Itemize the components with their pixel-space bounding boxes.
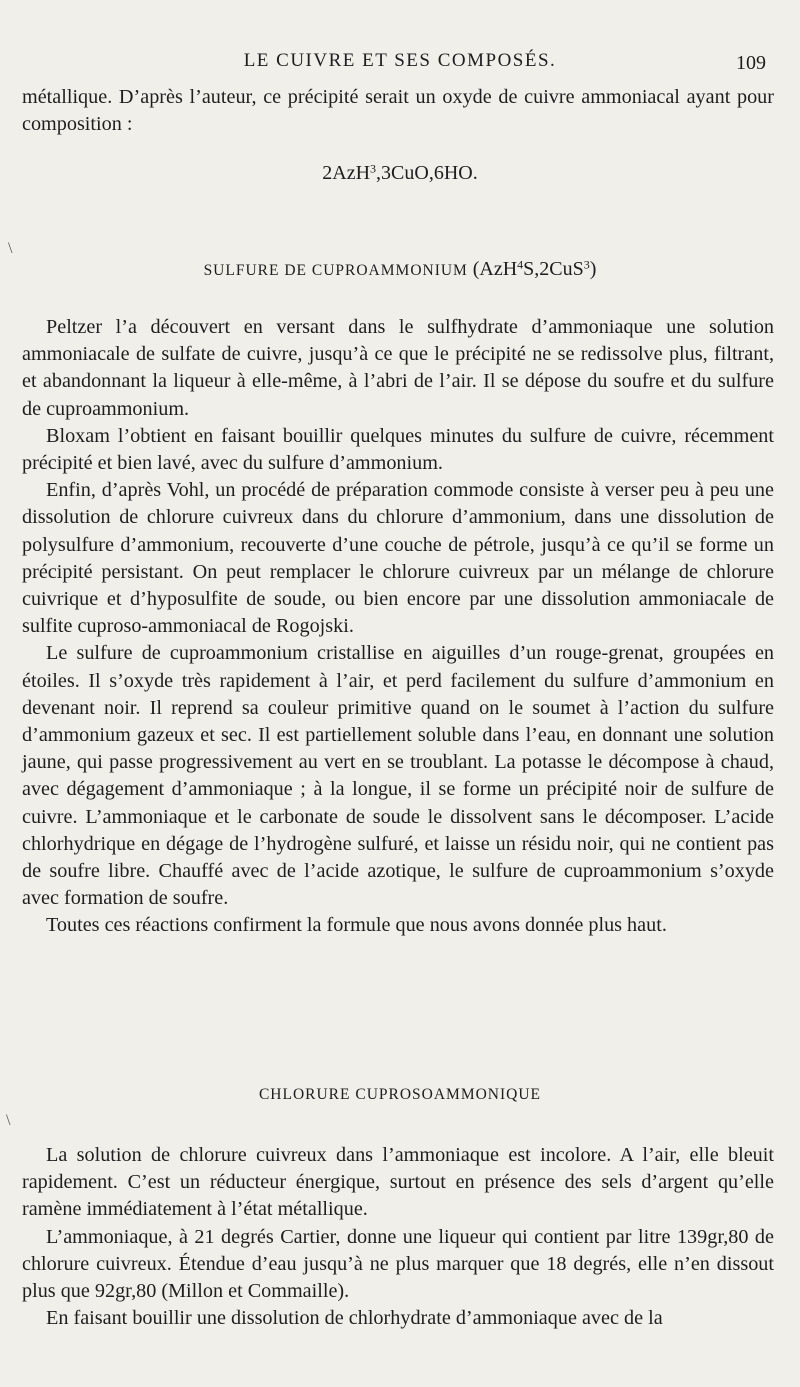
heading-formula-superscript: 3 — [583, 257, 590, 272]
section-heading-sulfure — [0, 258, 800, 281]
margin-mark: \ — [8, 240, 13, 257]
section-chlorure-body — [22, 1142, 774, 1332]
margin-mark: \ — [6, 1112, 11, 1129]
paragraph: L’ammoniaque, à 21 degrés Cartier, donne une liqueur qui contient par litre 139gr,80 de chlorure cuivreux. Étendue d’eau jusqu’à ne plus marquer que 18 degrés, elle n’en dissout plus que 92gr,80 (Millon et Commaille). — [22, 1225, 774, 1303]
section-heading-text: SULFURE DE CUPROAMMONIUM — [203, 262, 468, 279]
paragraph: métallique. D’après l’auteur, ce précipité serait un oxyde de cuivre ammoniacal ayant pour composition : — [22, 86, 774, 136]
paragraph: En faisant bouillir une dissolution de chlorhydrate d’ammoniaque avec de la — [46, 1307, 663, 1330]
section-heading-chlorure — [0, 1086, 800, 1104]
paragraph: La solution de chlorure cuivreux dans l’ammoniaque est incolore. A l’air, elle bleuit rapidement. C’est un réducteur énergique, surtout en présence des sels d’argent qu’elle ramène immédiatement à l’état métallique. — [22, 1144, 774, 1221]
heading-formula-part: ) — [589, 258, 597, 280]
running-head — [0, 50, 800, 76]
page-number: 109 — [736, 52, 766, 74]
formula-part: ,3CuO,6HO. — [376, 162, 478, 184]
running-title: LE CUIVRE ET SES COMPOSÉS. — [243, 50, 557, 71]
formula-part: 2AzH — [322, 162, 371, 184]
intro-text — [22, 84, 774, 138]
heading-formula-superscript: 4 — [517, 257, 524, 272]
section-heading-text: CHLORURE CUPROSOAMMONIQUE — [258, 1086, 542, 1103]
composition-formula — [0, 162, 800, 185]
paragraph: Enfin, d’après Vohl, un procédé de préparation commode consiste à verser peu à peu une dissolution de chlorure cuivreux dans du chlorure d’ammonium, dans une dissolution de polysulfure d’ammonium, recouverte d’une couche de pétrole, jusqu’à ce qu’il se forme un précipité persistant. On peut remplacer le chlorure cuivreux par un mélange de chlorure cuivrique et d’hyposulfite de soude, ou bien encore par une dissolution ammoniacale de sulfite cuproso-ammoniacal de Rogojski. — [22, 479, 774, 638]
paragraph: Bloxam l’obtient en faisant bouillir quelques minutes du sulfure de cuivre, récemment précipité et bien lavé, avec du sulfure d’ammonium. — [22, 424, 774, 475]
formula-superscript: 3 — [370, 161, 377, 176]
paragraph: Toutes ces réactions confirment la formule que nous avons donnée plus haut. — [46, 914, 667, 937]
paragraph: Le sulfure de cuproammonium cristallise en aiguilles d’un rouge-grenat, groupées en étoiles. Il s’oxyde très rapidement à l’air, et perd facilement du sulfure d’ammonium en devenant noir. Il reprend sa couleur primitive quand on le soumet à l’action du sulfure d’ammonium gazeux et sec. Il est partiellement soluble dans l’eau, en donnant une solution jaune, qui passe progressivement au vert en se troublant. La potasse le décompose à chaud, avec dégagement d’ammoniaque ; à la longue, il se forme un précipité noir de sulfure de cuivre. L’ammoniaque et le carbonate de soude le dissolvent sans le décomposer. L’acide chlorhydrique en dégage de l’hydrogène sulfuré, et laisse un résidu noir, qui ne contient pas de soufre libre. Chauffé avec de l’acide azotique, le sulfure de cuproammonium s’oxyde avec formation de soufre. — [22, 642, 774, 910]
heading-formula-part: (AzH — [472, 258, 518, 280]
paragraph: Peltzer l’a découvert en versant dans le sulfhydrate d’ammoniaque une solution ammoniacale de sulfate de cuivre, jusqu’à ce que le précipité ne se redissolve plus, filtrant, et abandonnant la liqueur à elle-même, à l’abri de l’air. Il se dépose du soufre et du sulfure de cuproammonium. — [22, 316, 774, 420]
heading-formula-part: S,2CuS — [523, 258, 584, 280]
section-sulfure-body — [22, 314, 774, 940]
